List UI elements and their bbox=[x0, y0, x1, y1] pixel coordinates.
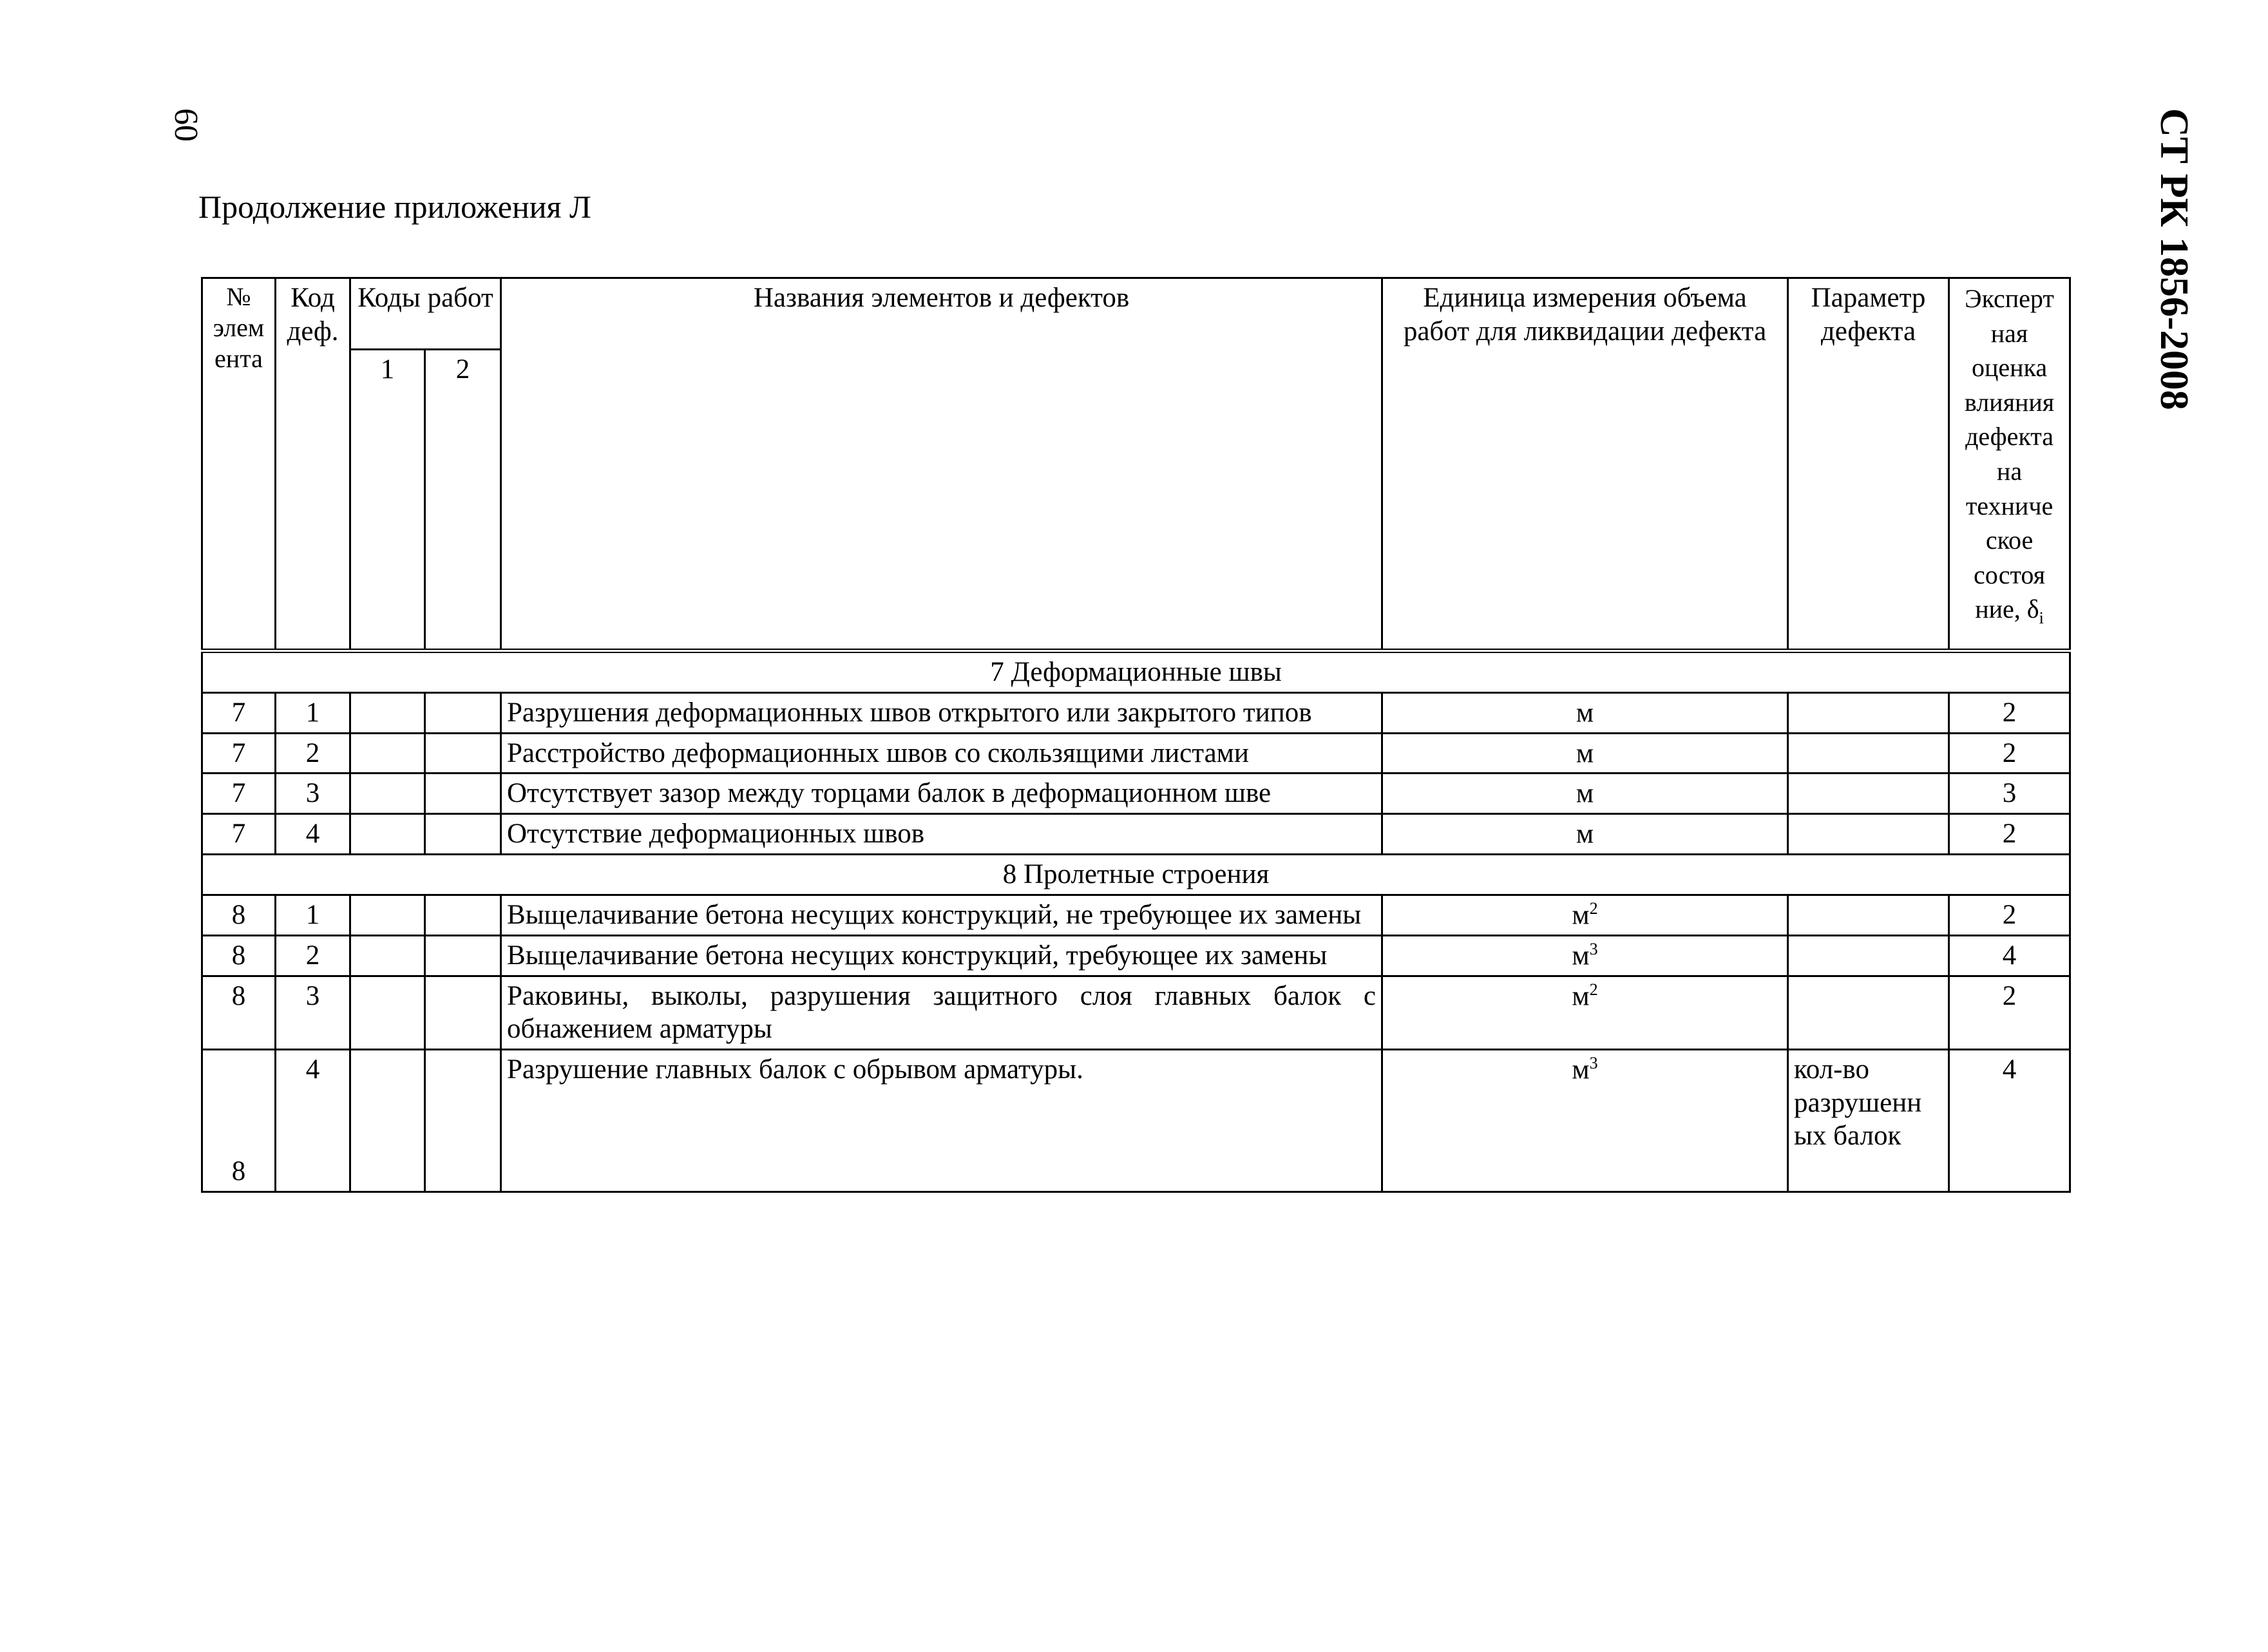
cell-parameter: кол-во разрушенн ых балок bbox=[1788, 1049, 1949, 1192]
cell-name: Раковины, выколы, разрушения защитного слоя главных балок с обнажением арматуры bbox=[501, 976, 1382, 1049]
header-row-1 bbox=[202, 278, 2070, 350]
unit-exponent: 3 bbox=[1589, 939, 1598, 958]
cell-element: 7 bbox=[202, 774, 276, 814]
cell-work-code-2 bbox=[425, 976, 501, 1049]
cell-work-code-1 bbox=[350, 692, 425, 733]
cell-score: 3 bbox=[1949, 774, 2070, 814]
header-work-code-2: 2 bbox=[425, 350, 501, 651]
cell-element: 7 bbox=[202, 733, 276, 774]
cell-work-code-2 bbox=[425, 692, 501, 733]
table-row bbox=[202, 895, 2070, 935]
cell-unit bbox=[1382, 814, 1788, 855]
table-row bbox=[202, 935, 2070, 976]
cell-work-code-1 bbox=[350, 774, 425, 814]
cell-work-code-2 bbox=[425, 774, 501, 814]
cell-code: 2 bbox=[276, 733, 350, 774]
header-element-no: № элем ента bbox=[202, 278, 276, 651]
section-title: 8 Пролетные строения bbox=[202, 855, 2070, 895]
cell-work-code-2 bbox=[425, 814, 501, 855]
unit-text: м bbox=[1576, 819, 1594, 850]
cell-parameter bbox=[1788, 774, 1949, 814]
cell-parameter bbox=[1788, 814, 1949, 855]
cell-code: 4 bbox=[276, 1049, 350, 1192]
cell-name: Выщелачивание бетона несущих конструкций, не требующее их замены bbox=[501, 895, 1382, 935]
header-expert-score bbox=[1949, 278, 2070, 651]
cell-score: 2 bbox=[1949, 814, 2070, 855]
table-row bbox=[202, 733, 2070, 774]
cell-name: Отсутствие деформационных швов bbox=[501, 814, 1382, 855]
standard-code: СТ РК 1856-2008 bbox=[2152, 108, 2196, 410]
cell-work-code-1 bbox=[350, 1049, 425, 1192]
cell-work-code-2 bbox=[425, 1049, 501, 1192]
header-parameter: Параметр дефекта bbox=[1788, 278, 1949, 651]
cell-code: 2 bbox=[276, 935, 350, 976]
cell-score: 4 bbox=[1949, 1049, 2070, 1192]
cell-work-code-2 bbox=[425, 935, 501, 976]
cell-unit bbox=[1382, 774, 1788, 814]
cell-name: Расстройство деформационных швов со скользящими листами bbox=[501, 733, 1382, 774]
cell-name: Разрушения деформационных швов открытого или закрытого типов bbox=[501, 692, 1382, 733]
cell-parameter bbox=[1788, 692, 1949, 733]
unit-text: м bbox=[1572, 900, 1590, 931]
cell-name: Выщелачивание бетона несущих конструкций, требующее их замены bbox=[501, 935, 1382, 976]
header-name: Названия элементов и дефектов bbox=[501, 278, 1382, 651]
cell-element: 8 bbox=[202, 976, 276, 1049]
cell-code: 4 bbox=[276, 814, 350, 855]
unit-exponent: 2 bbox=[1589, 980, 1598, 999]
page-number: 60 bbox=[167, 108, 204, 142]
cell-code: 3 bbox=[276, 774, 350, 814]
cell-work-code-1 bbox=[350, 895, 425, 935]
cell-code: 1 bbox=[276, 692, 350, 733]
cell-element: 8 bbox=[202, 935, 276, 976]
unit-text: м bbox=[1576, 778, 1594, 809]
cell-parameter bbox=[1788, 895, 1949, 935]
cell-score: 2 bbox=[1949, 895, 2070, 935]
page-caption: Продолжение приложения Л bbox=[198, 189, 591, 225]
unit-text: м bbox=[1572, 1054, 1590, 1085]
section-row bbox=[202, 855, 2070, 895]
cell-unit bbox=[1382, 895, 1788, 935]
cell-score: 2 bbox=[1949, 976, 2070, 1049]
table-row bbox=[202, 1049, 2070, 1192]
cell-parameter bbox=[1788, 733, 1949, 774]
cell-parameter bbox=[1788, 935, 1949, 976]
cell-name: Разрушение главных балок с обрывом арматуры. bbox=[501, 1049, 1382, 1192]
cell-name: Отсутствует зазор между торцами балок в деформационном шве bbox=[501, 774, 1382, 814]
cell-element: 7 bbox=[202, 692, 276, 733]
cell-work-code-2 bbox=[425, 733, 501, 774]
defects-table bbox=[201, 277, 2071, 1193]
header-expert-subscript: i bbox=[2039, 609, 2044, 628]
cell-work-code-1 bbox=[350, 935, 425, 976]
cell-code: 3 bbox=[276, 976, 350, 1049]
unit-text: м bbox=[1576, 697, 1594, 728]
cell-work-code-1 bbox=[350, 976, 425, 1049]
cell-score: 2 bbox=[1949, 692, 2070, 733]
table-row bbox=[202, 692, 2070, 733]
cell-unit bbox=[1382, 733, 1788, 774]
cell-work-code-1 bbox=[350, 733, 425, 774]
cell-parameter bbox=[1788, 976, 1949, 1049]
section-title: 7 Деформационные швы bbox=[202, 651, 2070, 693]
cell-unit bbox=[1382, 1049, 1788, 1192]
cell-unit bbox=[1382, 935, 1788, 976]
header-work-code-1: 1 bbox=[350, 350, 425, 651]
unit-exponent: 3 bbox=[1589, 1053, 1598, 1072]
cell-element: 8 bbox=[202, 1049, 276, 1192]
cell-unit bbox=[1382, 692, 1788, 733]
unit-text: м bbox=[1572, 981, 1590, 1012]
table-row bbox=[202, 814, 2070, 855]
header-defect-code: Код деф. bbox=[276, 278, 350, 651]
header-expert-text: Эксперт ная оценка влияния дефекта на техниче ское состоя ние, δ bbox=[1964, 284, 2055, 624]
cell-element: 8 bbox=[202, 895, 276, 935]
cell-score: 2 bbox=[1949, 733, 2070, 774]
section-row bbox=[202, 651, 2070, 693]
unit-text: м bbox=[1576, 737, 1594, 768]
cell-element: 7 bbox=[202, 814, 276, 855]
cell-unit bbox=[1382, 976, 1788, 1049]
header-work-codes: Коды работ bbox=[350, 278, 501, 350]
cell-code: 1 bbox=[276, 895, 350, 935]
cell-score: 4 bbox=[1949, 935, 2070, 976]
cell-work-code-1 bbox=[350, 814, 425, 855]
table-row bbox=[202, 774, 2070, 814]
cell-work-code-2 bbox=[425, 895, 501, 935]
header-unit: Единица измерения объема работ для ликвидации дефекта bbox=[1382, 278, 1788, 651]
table-row bbox=[202, 976, 2070, 1049]
unit-exponent: 2 bbox=[1589, 898, 1598, 918]
unit-text: м bbox=[1572, 940, 1590, 971]
